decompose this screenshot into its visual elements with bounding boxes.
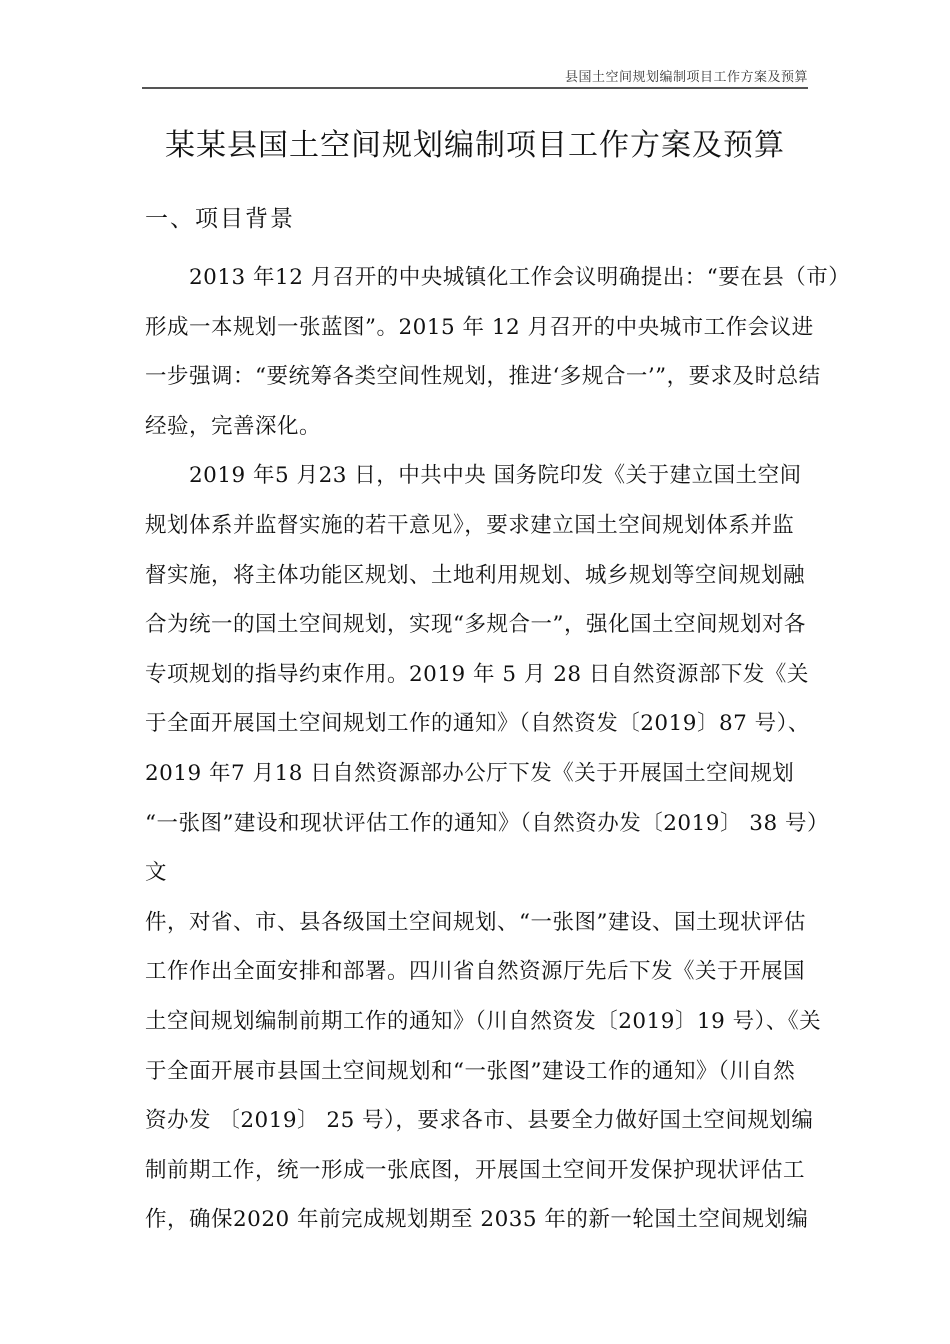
section-heading: 一、项目背景 [145, 206, 295, 232]
text-line: 形成一本规划一张蓝图”。2015 年 12 月召开的中央城市工作会议进 [145, 314, 814, 340]
text-line: 经验，完善深化。 [145, 413, 322, 439]
text-line: 2019 年5 月23 日，中共中央 国务院印发《关于建立国土空间 [145, 463, 802, 489]
text-line: 资办发 〔2019〕 25 号），要求各市、县要全力做好国土空间规划编 [145, 1108, 814, 1134]
text-line: 于全面开展国土空间规划工作的通知》（自然资发〔2019〕87 号）、 [145, 711, 810, 737]
text-line: 制前期工作，统一形成一张底图，开展国土空间开发保护现状评估工 [145, 1157, 806, 1183]
text-line: “一张图”建设和现状评估工作的通知》（自然资办发〔2019〕 38 号） [145, 810, 829, 836]
text-line: 文 [145, 860, 168, 886]
text-line: 于全面开展市县国土空间规划和“一张图”建设工作的通知》（川自然 [145, 1058, 796, 1084]
text-line: 作，确保2020 年前完成规划期至 2035 年的新一轮国土空间规划编 [145, 1207, 809, 1233]
body-text [145, 258, 851, 1250]
text-line: 规划体系并监督实施的若干意见》，要求建立国土空间规划体系并监 [145, 512, 795, 538]
text-line: 工作作出全面安排和部署。四川省自然资源厅先后下发《关于开展国 [145, 959, 806, 985]
text-line: 土空间规划编制前期工作的通知》（川自然资发〔2019〕19 号）、《关 [145, 1008, 822, 1034]
text-line: 合为统一的国土空间规划，实现“多规合一”，强化国土空间规划对各 [145, 612, 806, 638]
text-line: 件，对省、市、县各级国土空间规划、“一张图”建设、国土现状评估 [145, 909, 806, 935]
text-line: 2013 年12 月召开的中央城镇化工作会议明确提出：“要在县（市） [145, 265, 851, 290]
text-line: 督实施，将主体功能区规划、土地利用规划、城乡规划等空间规划融 [145, 562, 806, 588]
text-line: 一步强调：“要统筹各类空间性规划，推进‘多规合一’”，要求及时总结 [145, 364, 821, 390]
running-header: 县国土空间规划编制项目工作方案及预算 [564, 70, 808, 85]
document-title: 某某县国土空间规划编制项目工作方案及预算 [165, 128, 785, 163]
header-rule [142, 87, 808, 89]
text-line: 专项规划的指导约束作用。2019 年 5 月 28 日自然资源部下发《关 [145, 661, 809, 687]
text-line: 2019 年7 月18 日自然资源部办公厅下发《关于开展国土空间规划 [145, 760, 795, 786]
